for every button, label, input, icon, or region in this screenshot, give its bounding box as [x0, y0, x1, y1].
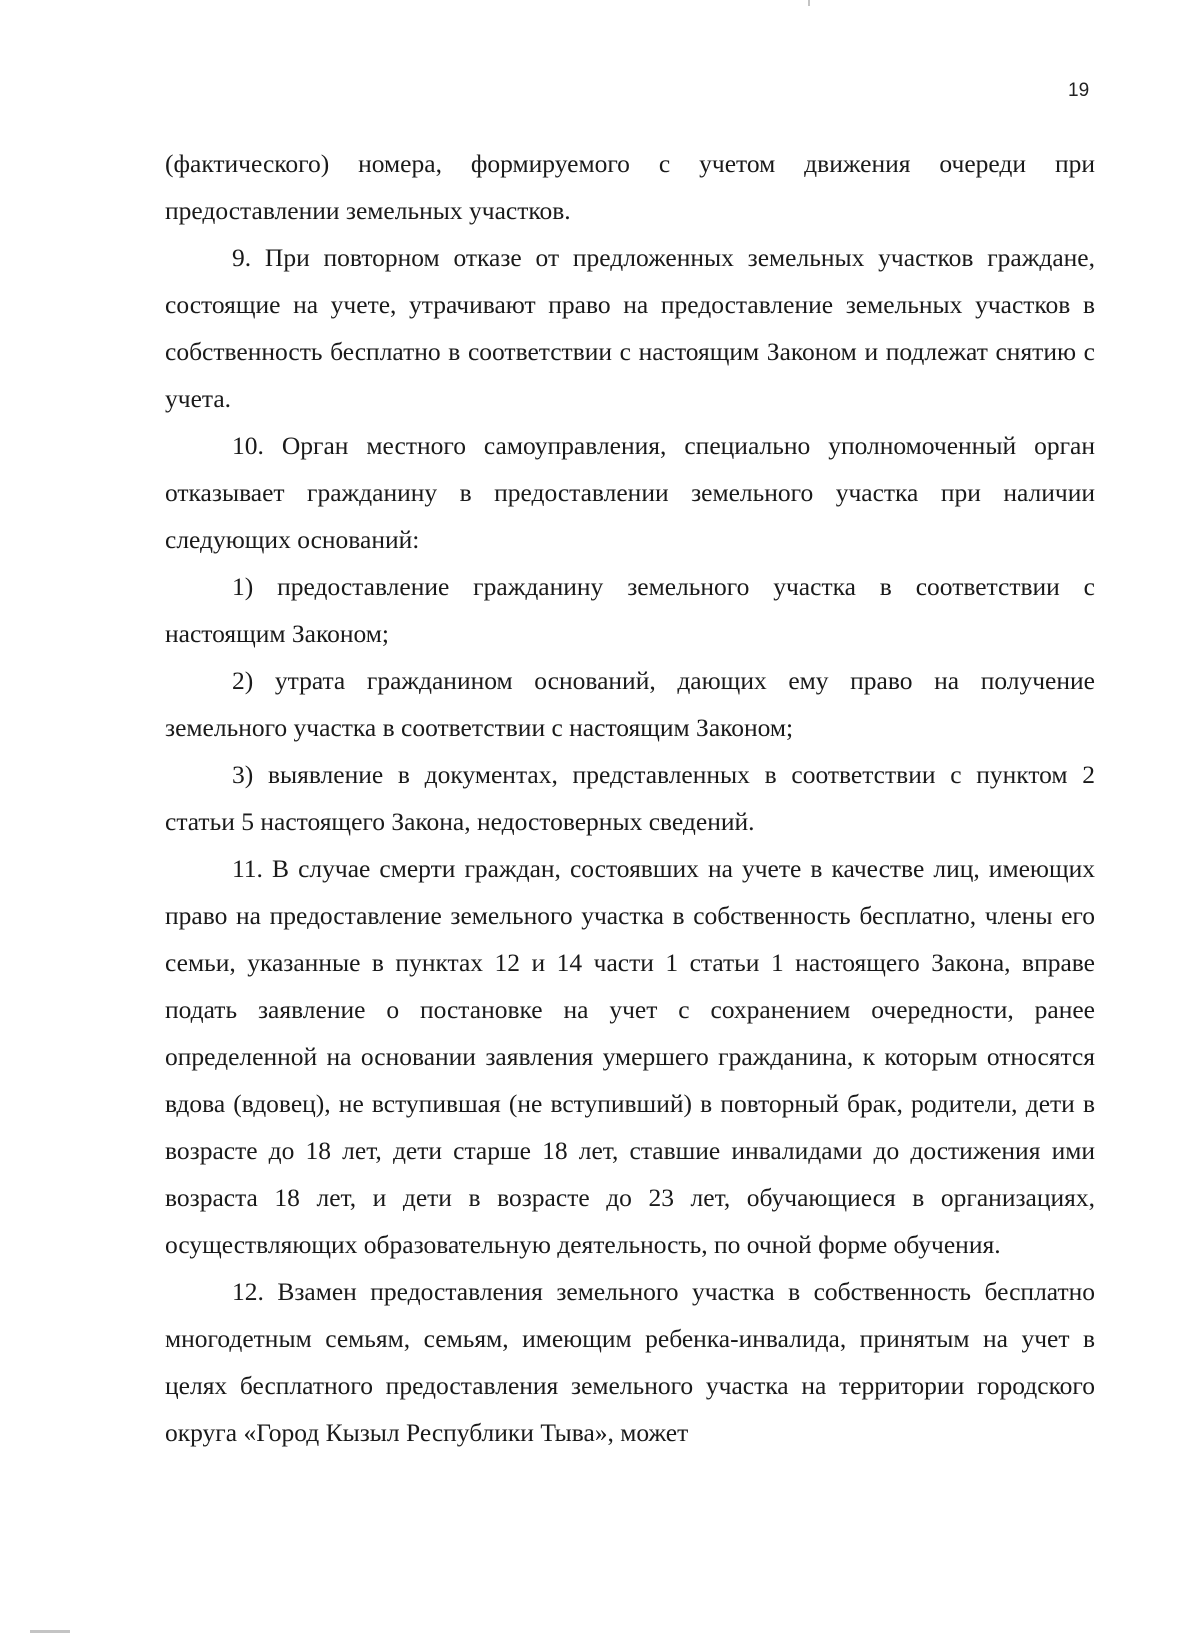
scan-artifact: [30, 1630, 70, 1633]
paragraph-9: 9. При повторном отказе от предложенных земельных участков граждане, состоящие на учете, утрачивают право на предоставление земельных участков в собственность бесплатно в соответствии с настоящим Законом и подлежат снятию с учета.: [165, 243, 1095, 413]
document-body: [165, 140, 1095, 1456]
paragraph-10-item-3: 3) выявление в документах, представленных в соответствии с пунктом 2 статьи 5 настоящего Закона, недостоверных сведений.: [165, 760, 1095, 836]
paragraph-12: 12. Взамен предоставления земельного участка в собственность бесплатно многодетным семьям, семьям, имеющим ребенка-инвалида, принятым на учет в целях бесплатного предоставления земельного участка на территории городского округа «Город Кызыл Республики Тыва», может: [165, 1277, 1095, 1447]
paragraph-10-item-2: 2) утрата гражданином оснований, дающих ему право на получение земельного участка в соответствии с настоящим Законом;: [165, 666, 1095, 742]
paragraph-10-item-1: 1) предоставление гражданину земельного участка в соответствии с настоящим Законом;: [165, 572, 1095, 648]
scan-artifact: [808, 0, 810, 6]
page-number: 19: [1068, 80, 1090, 101]
paragraph-11: 11. В случае смерти граждан, состоявших на учете в качестве лиц, имеющих право на предоставление земельного участка в собственность бесплатно, члены его семьи, указанные в пунктах 12 и 14 части 1 статьи 1 настоящего Закона, вправе подать заявление о постановке на учет с сохранением очередности, ранее определенной на основании заявления умершего гражданина, к которым относятся вдова (вдовец), не вступившая (не вступивший) в повторный брак, родители, дети в возрасте до 18 лет, дети старше 18 лет, ставшие инвалидами до достижения ими возраста 18 лет, и дети в возрасте до 23 лет, обучающиеся в организациях, осуществляющих образовательную деятельность, по очной форме обучения.: [165, 854, 1095, 1259]
paragraph-continuation: (фактического) номера, формируемого с учетом движения очереди при предоставлении земельных участков.: [165, 149, 1095, 225]
paragraph-10: 10. Орган местного самоуправления, специально уполномоченный орган отказывает гражданину в предоставлении земельного участка при наличии следующих оснований:: [165, 431, 1095, 554]
